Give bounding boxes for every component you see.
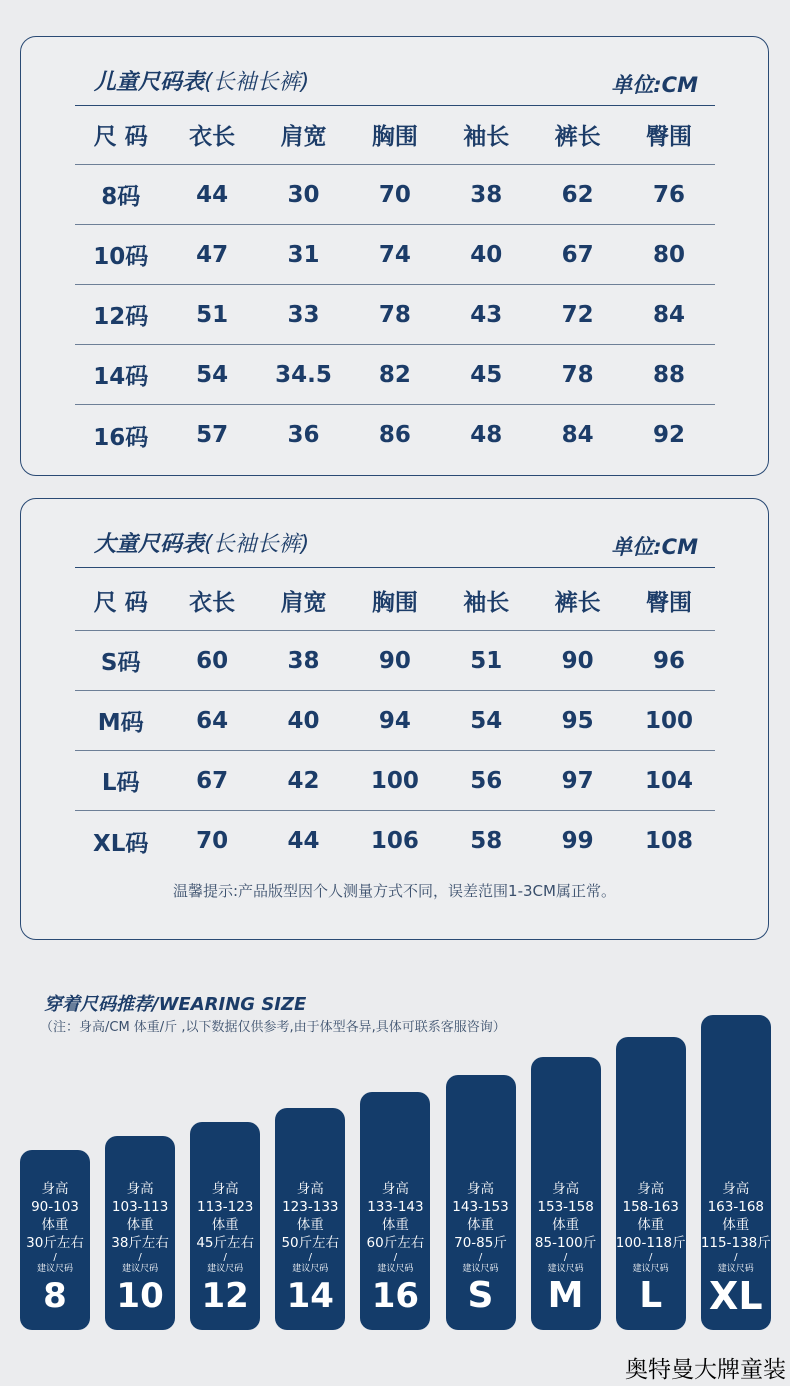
height-range: 123-133 bbox=[282, 1199, 339, 1215]
table-cell: 38 bbox=[287, 647, 320, 674]
wearing-size-title: 穿着尺码推荐/WEARING SIZE bbox=[44, 994, 307, 1015]
column-header: 衣长 bbox=[189, 590, 236, 616]
table-cell: 42 bbox=[287, 767, 320, 794]
table-cell: 57 bbox=[196, 422, 229, 448]
size-bar-10 bbox=[105, 1136, 175, 1330]
table-cell: 94 bbox=[378, 707, 411, 734]
recommended-size: 12 bbox=[201, 1276, 249, 1316]
size-bar-s bbox=[446, 1075, 516, 1330]
recommended-size: 8 bbox=[43, 1276, 67, 1316]
table-cell: 67 bbox=[196, 767, 229, 794]
table-cell: 56 bbox=[470, 767, 503, 794]
column-header: 裤长 bbox=[554, 124, 601, 150]
table-cell: 62 bbox=[561, 181, 594, 208]
weight-label: 体重 bbox=[211, 1217, 239, 1233]
table-cell: 90 bbox=[378, 647, 411, 674]
table-cell: 8码 bbox=[101, 184, 141, 210]
table-cell: 84 bbox=[653, 301, 686, 328]
table-cell: XL码 bbox=[93, 830, 149, 857]
column-header: 尺 码 bbox=[93, 590, 148, 616]
height-range: 153-158 bbox=[537, 1199, 594, 1215]
table-header-row bbox=[75, 105, 715, 165]
recommended-size: 10 bbox=[116, 1276, 164, 1316]
table-cell: 95 bbox=[561, 707, 594, 734]
separator: / bbox=[478, 1252, 483, 1263]
table-cell: 97 bbox=[561, 767, 594, 794]
height-label: 身高 bbox=[296, 1181, 324, 1197]
recommend-label: 建议尺码 bbox=[207, 1264, 244, 1274]
weight-range: 50斤左右 bbox=[281, 1235, 340, 1251]
table-cell: 38 bbox=[470, 181, 503, 208]
separator: / bbox=[734, 1252, 738, 1263]
table-row bbox=[75, 631, 715, 691]
table-cell: 70 bbox=[196, 828, 229, 854]
recommended-size: 14 bbox=[286, 1276, 334, 1316]
height-range: 113-123 bbox=[196, 1199, 254, 1215]
height-label: 身高 bbox=[722, 1181, 750, 1197]
table-title bbox=[94, 65, 309, 96]
table-cell: 10码 bbox=[93, 244, 149, 270]
height-range: 103-113 bbox=[111, 1199, 169, 1215]
table-title-main: 儿童尺码表 bbox=[94, 70, 205, 95]
height-label: 身高 bbox=[637, 1181, 665, 1197]
table-cell: 96 bbox=[653, 647, 686, 674]
size-bar-14 bbox=[275, 1108, 345, 1330]
table-row bbox=[75, 751, 715, 811]
separator: / bbox=[308, 1252, 312, 1263]
weight-range: 30斤左右 bbox=[26, 1235, 84, 1251]
height-label: 身高 bbox=[126, 1181, 154, 1197]
table-row bbox=[75, 691, 715, 751]
recommend-label: 建议尺码 bbox=[717, 1264, 754, 1274]
recommend-label: 建议尺码 bbox=[632, 1264, 669, 1274]
table-title-sub: (长袖长裤) bbox=[204, 70, 310, 95]
column-header: 胸围 bbox=[371, 590, 418, 616]
wearing-size-note: （注：身高/CM 体重/斤 ,以下数据仅供参考,由于体型各异,具体可联系客服咨询） bbox=[40, 1020, 506, 1035]
separator: / bbox=[649, 1252, 653, 1263]
recommend-label: 建议尺码 bbox=[547, 1264, 584, 1274]
table-cell: 31 bbox=[287, 241, 320, 268]
table-cell: 70 bbox=[378, 181, 411, 208]
table-title-sub: (长袖长裤) bbox=[204, 532, 310, 557]
weight-range: 100-118斤 bbox=[615, 1235, 686, 1251]
recommend-label: 建议尺码 bbox=[122, 1264, 159, 1274]
separator: / bbox=[563, 1252, 568, 1263]
table-row bbox=[75, 285, 715, 345]
size-bar-l bbox=[616, 1037, 686, 1330]
height-label: 身高 bbox=[381, 1181, 409, 1197]
unit-label: 单位:CM bbox=[611, 535, 698, 559]
table-title-main: 大童尺码表 bbox=[94, 532, 205, 557]
table-cell: 90 bbox=[561, 647, 594, 674]
size-bar-xl bbox=[701, 1015, 771, 1330]
column-header: 袖长 bbox=[463, 590, 510, 616]
separator: / bbox=[223, 1252, 227, 1263]
height-label: 身高 bbox=[41, 1181, 69, 1197]
table-cell: 16码 bbox=[93, 424, 149, 451]
table-cell: 67 bbox=[561, 241, 594, 268]
table-cell: 47 bbox=[196, 241, 229, 268]
table-cell: 78 bbox=[378, 301, 411, 328]
table-cell: 54 bbox=[470, 707, 503, 734]
table-cell: M码 bbox=[97, 710, 144, 736]
table-title bbox=[94, 527, 309, 558]
height-range: 158-163 bbox=[622, 1199, 679, 1215]
divider bbox=[75, 567, 715, 568]
table-cell: 104 bbox=[645, 767, 694, 794]
weight-label: 体重 bbox=[552, 1217, 580, 1233]
table-cell: 100 bbox=[370, 767, 419, 794]
weight-range: 45斤左右 bbox=[196, 1235, 255, 1251]
weight-label: 体重 bbox=[467, 1217, 494, 1233]
table-cell: 44 bbox=[287, 828, 320, 854]
table-cell: 36 bbox=[287, 422, 320, 448]
recommend-label: 建议尺码 bbox=[377, 1264, 414, 1274]
table-cell: 100 bbox=[645, 707, 694, 734]
table-cell: 44 bbox=[196, 181, 229, 208]
table-cell: 12码 bbox=[93, 304, 149, 330]
column-header: 肩宽 bbox=[280, 590, 327, 616]
teen-size-table bbox=[20, 498, 769, 940]
separator: / bbox=[53, 1252, 57, 1263]
column-header: 肩宽 bbox=[280, 124, 327, 150]
weight-label: 体重 bbox=[722, 1217, 750, 1233]
table-cell: 86 bbox=[378, 422, 411, 448]
height-label: 身高 bbox=[211, 1181, 239, 1197]
recommended-size: M bbox=[547, 1275, 584, 1316]
weight-range: 115-138斤 bbox=[700, 1235, 771, 1251]
unit-label: 单位:CM bbox=[611, 73, 698, 97]
weight-range: 38斤左右 bbox=[111, 1235, 169, 1251]
height-label: 身高 bbox=[552, 1181, 580, 1197]
size-bar-m bbox=[531, 1057, 601, 1330]
recommend-label: 建议尺码 bbox=[462, 1264, 499, 1274]
table-cell: 45 bbox=[470, 361, 503, 388]
table-cell: 51 bbox=[470, 647, 503, 674]
table-cell: 58 bbox=[470, 828, 503, 854]
kids-size-table bbox=[20, 36, 769, 476]
column-header: 尺 码 bbox=[93, 124, 148, 150]
weight-label: 体重 bbox=[637, 1217, 665, 1233]
table-row bbox=[75, 165, 715, 225]
separator: / bbox=[138, 1252, 142, 1263]
height-range: 163-168 bbox=[707, 1199, 764, 1215]
size-bar-16 bbox=[360, 1092, 430, 1330]
table-cell: 33 bbox=[287, 301, 320, 328]
column-header: 胸围 bbox=[371, 124, 418, 150]
weight-label: 体重 bbox=[296, 1217, 324, 1233]
table-cell: 54 bbox=[196, 361, 229, 388]
recommended-size: XL bbox=[709, 1274, 763, 1318]
height-range: 143-153 bbox=[452, 1199, 509, 1215]
separator: / bbox=[393, 1252, 398, 1263]
column-header: 裤长 bbox=[554, 590, 601, 616]
table-row bbox=[75, 811, 715, 871]
column-header: 臀围 bbox=[646, 590, 693, 616]
table-cell: 60 bbox=[196, 647, 229, 674]
weight-label: 体重 bbox=[126, 1217, 154, 1233]
table-cell: 14码 bbox=[93, 364, 149, 390]
weight-range: 85-100斤 bbox=[534, 1235, 597, 1251]
table-cell: 80 bbox=[653, 241, 686, 268]
table-cell: 76 bbox=[653, 181, 686, 208]
recommended-size: 16 bbox=[371, 1276, 420, 1316]
table-row bbox=[75, 345, 715, 405]
height-range: 90-103 bbox=[31, 1199, 79, 1215]
table-header-row bbox=[75, 571, 715, 631]
table-cell: 74 bbox=[378, 241, 411, 268]
table-cell: 106 bbox=[370, 828, 419, 854]
recommend-label: 建议尺码 bbox=[36, 1264, 73, 1274]
table-row bbox=[75, 225, 715, 285]
column-header: 袖长 bbox=[463, 124, 510, 150]
column-header: 衣长 bbox=[189, 124, 236, 150]
table-cell: 48 bbox=[470, 422, 503, 448]
table-cell: 34.5 bbox=[275, 361, 332, 388]
recommend-label: 建议尺码 bbox=[292, 1264, 329, 1274]
table-cell: 78 bbox=[561, 361, 594, 388]
table-cell: 43 bbox=[470, 301, 503, 328]
brand-name: 奥特曼大牌童装 bbox=[625, 1357, 786, 1383]
table-row bbox=[75, 405, 715, 465]
column-header: 臀围 bbox=[646, 124, 693, 150]
table-cell: 84 bbox=[561, 422, 594, 448]
table-cell: 30 bbox=[287, 181, 320, 208]
height-label: 身高 bbox=[467, 1181, 494, 1197]
table-cell: 82 bbox=[378, 361, 411, 388]
size-bar-8 bbox=[20, 1150, 90, 1330]
recommended-size: L bbox=[639, 1275, 663, 1316]
recommended-size: S bbox=[467, 1275, 494, 1316]
weight-label: 体重 bbox=[41, 1217, 69, 1233]
table-cell: 64 bbox=[196, 707, 229, 734]
weight-range: 60斤左右 bbox=[366, 1235, 425, 1251]
table-cell: 40 bbox=[470, 241, 503, 268]
table-cell: L码 bbox=[101, 770, 140, 796]
table-cell: 92 bbox=[653, 422, 686, 448]
weight-label: 体重 bbox=[381, 1217, 409, 1233]
weight-range: 70-85斤 bbox=[454, 1235, 507, 1251]
size-bar-12 bbox=[190, 1122, 260, 1330]
height-range: 133-143 bbox=[367, 1199, 424, 1215]
measurement-note: 温馨提示:产品版型因个人测量方式不同，误差范围1-3CM属正常。 bbox=[173, 882, 616, 900]
table-cell: 88 bbox=[653, 361, 686, 388]
table-cell: 99 bbox=[561, 828, 594, 854]
table-cell: 51 bbox=[196, 301, 229, 328]
table-cell: 108 bbox=[645, 828, 694, 854]
table-cell: S码 bbox=[100, 650, 141, 676]
table-cell: 72 bbox=[561, 301, 594, 328]
table-cell: 40 bbox=[287, 707, 320, 734]
